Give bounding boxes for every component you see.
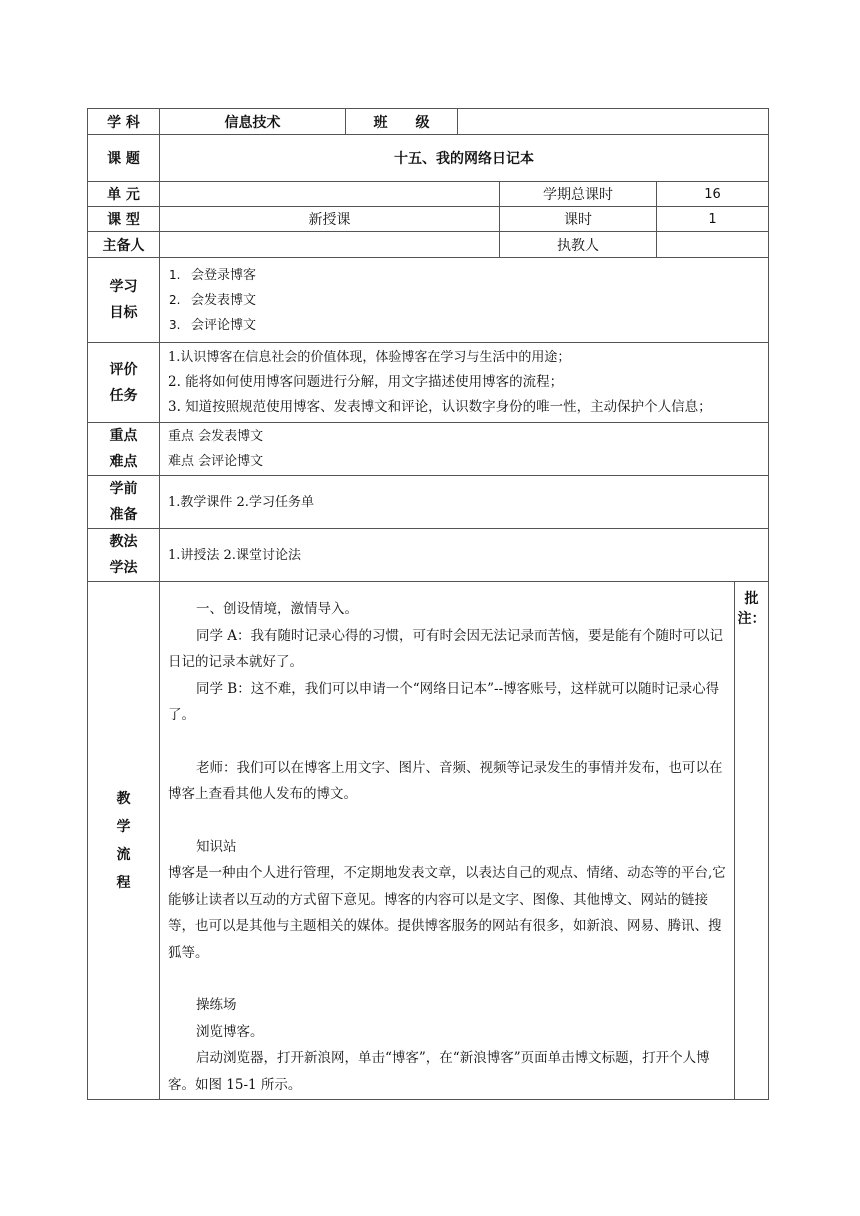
- process-content: [160, 582, 735, 1100]
- type-row: [88, 207, 769, 232]
- knowledge-paragraph: 博客是一种由个人进行管理，不定期地发表文章，以表达自己的观点、情绪、动态等的平台,它能够让读者以互动的方式留下意见。博客的内容可以是文字、图像、其他博文、网站的链接等，也可以是其他与主题相关的媒体。提供博客服务的网站有很多，如新浪、网易、腾讯、搜狐等。: [168, 865, 726, 961]
- objectives-label-line1: 学习: [109, 279, 138, 295]
- teacher-value: [657, 232, 769, 258]
- objectives-list: [160, 263, 768, 338]
- annotation-label: 批 注：: [737, 591, 773, 627]
- methods-content: [160, 529, 769, 582]
- evaluation-content: [160, 343, 769, 423]
- process-label: [88, 582, 160, 1100]
- knowledge-station-heading: 知识站: [196, 838, 237, 855]
- lesson-plan-page: [87, 108, 773, 1100]
- preparation-row: [88, 476, 769, 529]
- process-label-char-1: 教: [116, 790, 131, 807]
- practice-steps: 启动浏览器，打开新浪网，单击“博客”，在“新浪博客”页面单击博文标题，打开个人博客。如图 15-1 所示。: [168, 1050, 710, 1093]
- practice-heading: 操练场: [196, 997, 237, 1013]
- process-label-char-2: 学: [116, 818, 131, 835]
- methods-text: 1.讲授法 2.课堂讨论法: [168, 547, 301, 563]
- methods-label-line2: 学法: [109, 560, 138, 576]
- process-text: [160, 582, 734, 1098]
- list-item: [169, 288, 768, 313]
- process-label-char-3: 流: [116, 846, 131, 863]
- key-points-label: [88, 423, 160, 476]
- key-points-label-line2: 难点: [109, 454, 138, 470]
- methods-label: [88, 529, 160, 582]
- class-label: 班 级: [346, 109, 458, 135]
- unit-value: [160, 182, 500, 207]
- objective-number: 1.: [169, 267, 181, 282]
- methods-row: [88, 529, 769, 582]
- type-value: 新授课: [160, 207, 500, 232]
- hours-value: 1: [657, 207, 769, 232]
- student-b-paragraph: 同学 B：这不难，我们可以申请一个“网络日记本”--博客账号，这样就可以随时记录心得了。: [168, 680, 720, 723]
- topic-title: 十五、我的网络日记本: [160, 135, 769, 182]
- intro-heading: 一、创设情境，激情导入。: [196, 601, 358, 617]
- hours-label: 课时: [500, 207, 657, 232]
- evaluation-label-line2: 任务: [109, 387, 138, 404]
- subject-label: 学 科: [88, 109, 160, 135]
- evaluation-item-2: 2. 能将如何使用博客问题进行分解，用文字描述使用博客的流程；: [168, 374, 564, 390]
- preparation-text: 1.教学课件 2.学习任务单: [168, 494, 314, 510]
- objectives-label-line2: 目标: [109, 305, 138, 321]
- topic-row: [88, 135, 769, 182]
- objective-text: 会评论博文: [191, 317, 257, 333]
- objective-number: 2.: [169, 292, 181, 307]
- key-points-content: [160, 423, 769, 476]
- preparer-row: [88, 232, 769, 258]
- objectives-label: [88, 258, 160, 343]
- key-points-label-line1: 重点: [109, 428, 138, 444]
- evaluation-label: [88, 343, 160, 423]
- unit-row: [88, 182, 769, 207]
- lesson-plan-table: [87, 108, 773, 1100]
- class-value: [458, 109, 769, 135]
- objective-text: 会登录博客: [191, 267, 257, 283]
- key-point-line: 重点 会发表博文: [168, 429, 264, 444]
- process-label-char-4: 程: [116, 874, 131, 891]
- total-hours-value: 16: [657, 182, 769, 207]
- key-points-row: [88, 423, 769, 476]
- methods-label-line1: 教法: [109, 534, 138, 550]
- teacher-label: 执教人: [500, 232, 657, 258]
- preparation-label-line2: 准备: [109, 507, 138, 523]
- difficult-point-line: 难点 会评论博文: [168, 454, 264, 469]
- annotation-column: [735, 582, 773, 1100]
- process-row: [88, 582, 769, 1100]
- teacher-paragraph: 老师：我们可以在博客上用文字、图片、音频、视频等记录发生的事情并发布，也可以在博客上查看其他人发布的博文。: [168, 759, 723, 802]
- objective-number: 3.: [169, 317, 181, 332]
- objective-text: 会发表博文: [191, 292, 257, 308]
- list-item: [169, 313, 768, 338]
- preparation-label: [88, 476, 160, 529]
- evaluation-item-1: 1.认识博客在信息社会的价值体现，体验博客在学习与生活中的用途；: [168, 350, 571, 365]
- subject-row: [88, 109, 769, 135]
- student-a-paragraph: 同学 A：我有随时记录心得的习惯，可有时会因无法记录而苦恼，要是能有个随时可以记日记的记录本就好了。: [168, 627, 724, 670]
- topic-label: 课 题: [88, 135, 160, 182]
- unit-label: 单 元: [88, 182, 160, 207]
- preparation-label-line1: 学前: [109, 481, 138, 497]
- preparer-value: [160, 232, 500, 258]
- evaluation-label-line1: 评价: [109, 361, 138, 378]
- list-item: [169, 263, 768, 288]
- evaluation-item-3: 3. 知道按照规范使用博客、发表博文和评论，认识数字身份的唯一性，主动保护个人信息；: [168, 399, 712, 415]
- objectives-content: [160, 258, 769, 343]
- total-hours-label: 学期总课时: [500, 182, 657, 207]
- subject-value: 信息技术: [160, 109, 346, 135]
- evaluation-row: [88, 343, 769, 423]
- preparer-label: 主备人: [88, 232, 160, 258]
- type-label: 课 型: [88, 207, 160, 232]
- practice-task: 浏览博客。: [196, 1023, 264, 1040]
- objectives-row: [88, 258, 769, 343]
- preparation-content: [160, 476, 769, 529]
